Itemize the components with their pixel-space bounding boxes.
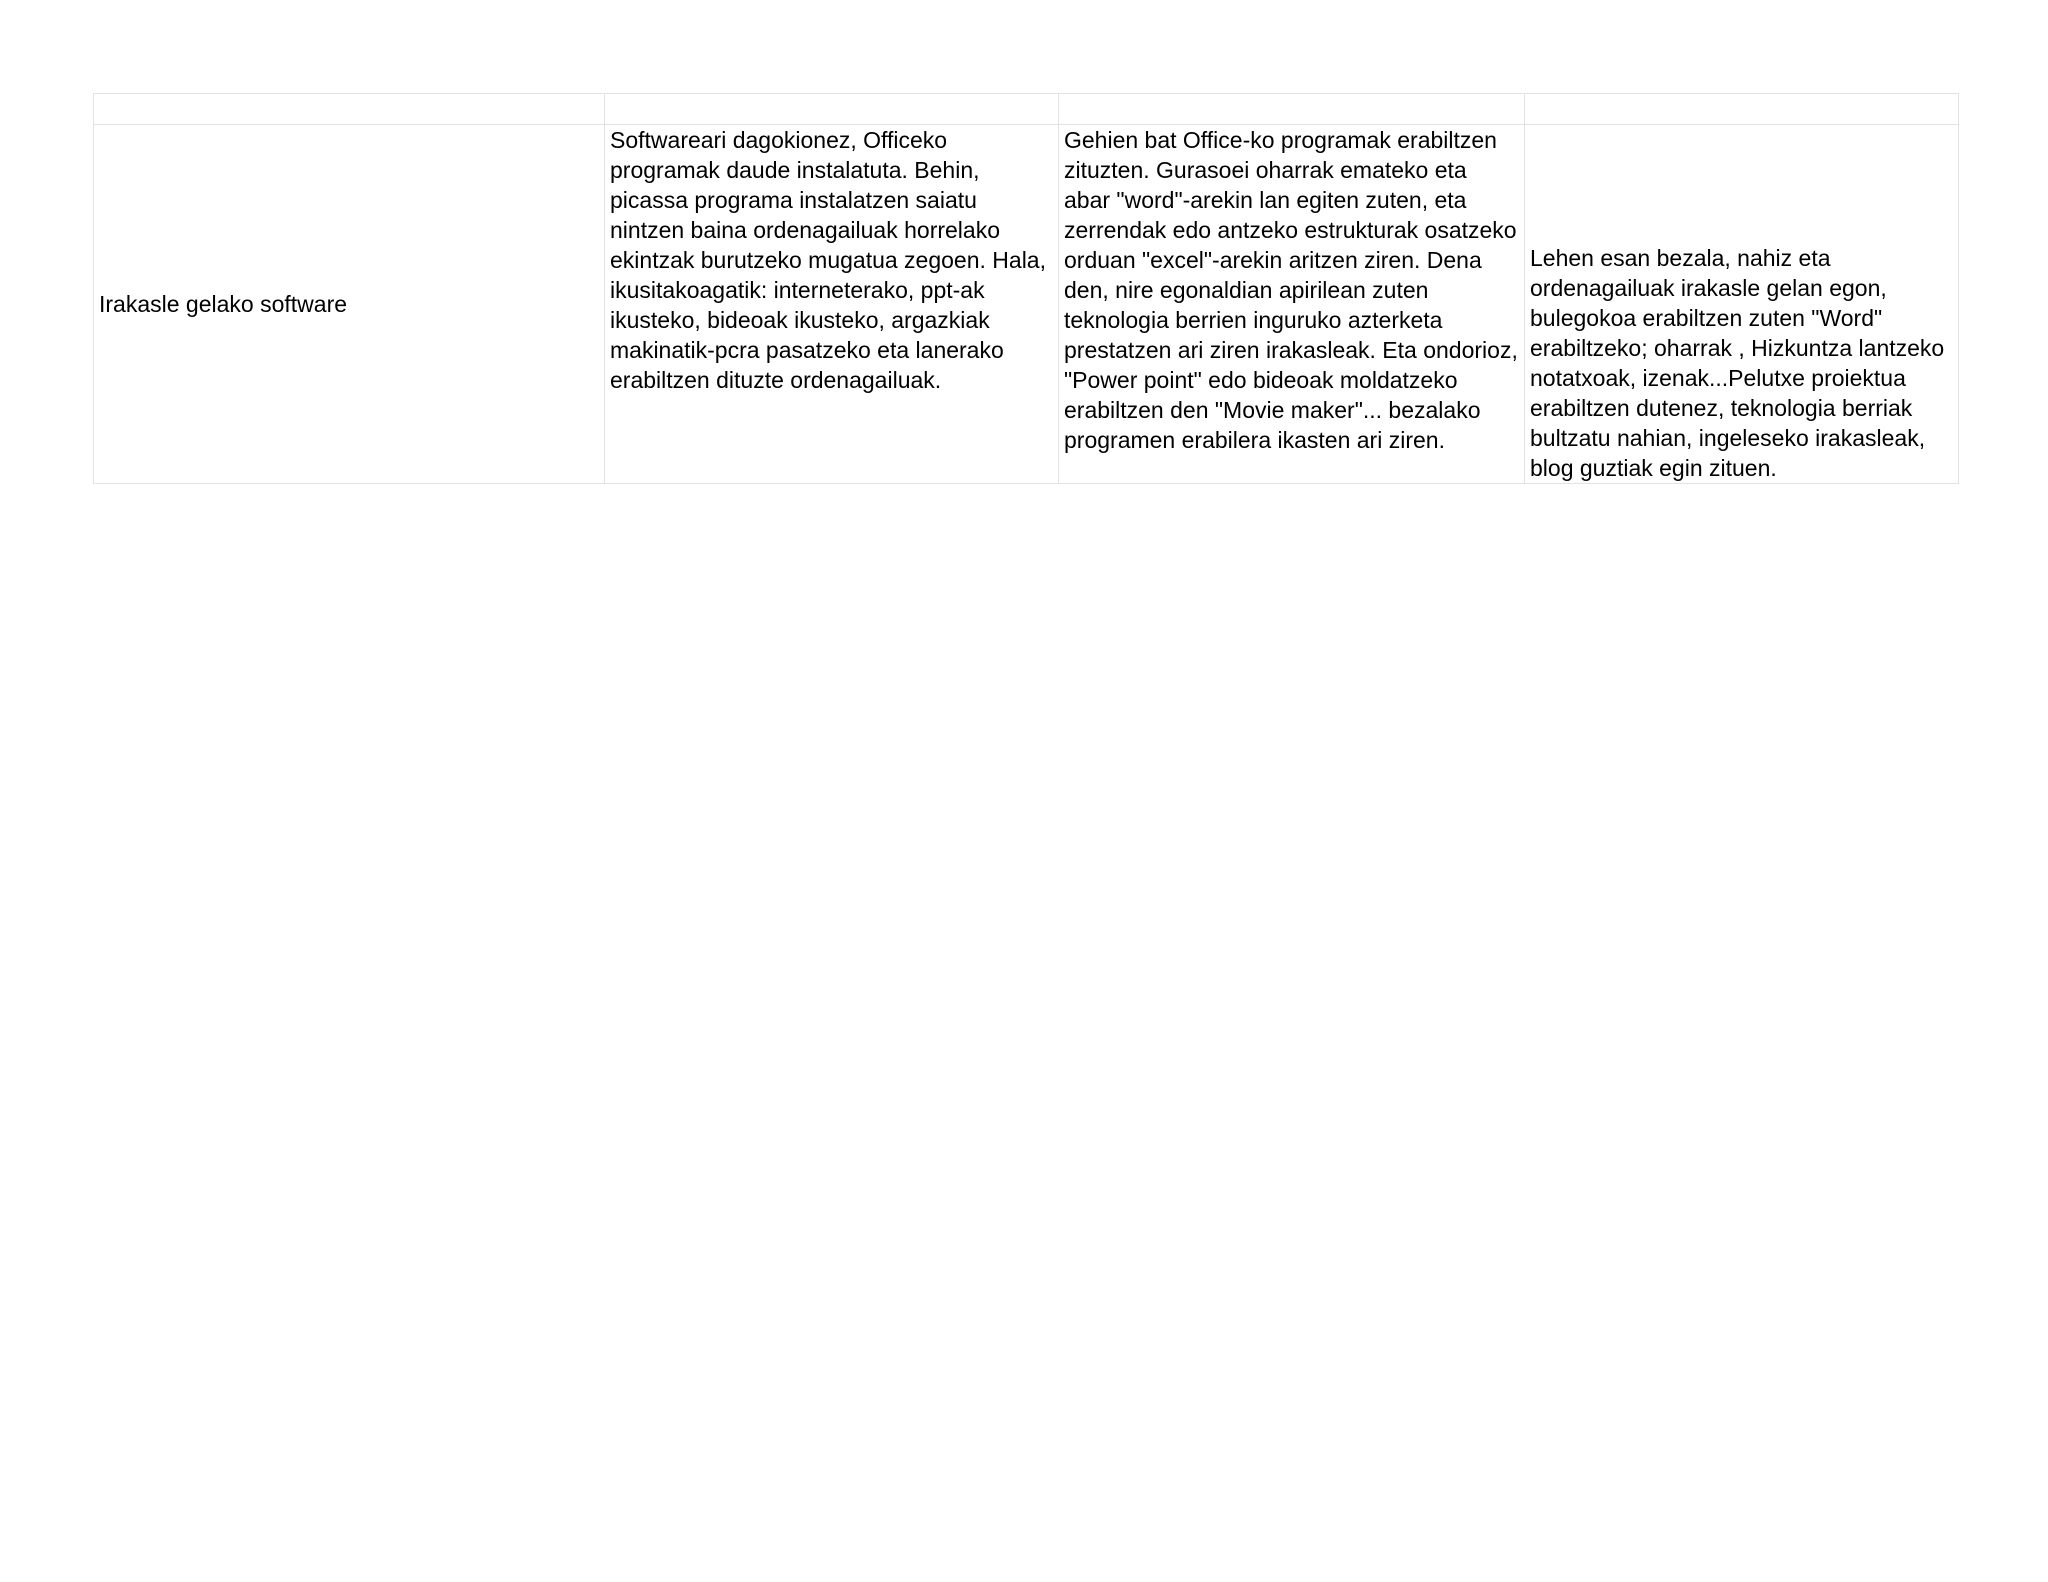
table-header-row xyxy=(94,94,1959,125)
header-cell xyxy=(1059,94,1525,125)
row-label-cell: Irakasle gelako software xyxy=(94,125,605,484)
data-table xyxy=(93,93,1959,484)
header-cell xyxy=(605,94,1059,125)
table-row xyxy=(94,125,1959,484)
header-cell xyxy=(1525,94,1959,125)
header-cell xyxy=(94,94,605,125)
table-cell: Softwareari dagokionez, Officeko programak daude instalatuta. Behin, picassa programa instalatzen saiatu nintzen baina ordenagailuak horrelako ekintzak burutzeko mugatua zegoen. Hala, ikusitakoagatik: interneterako, ppt-ak ikusteko, bideoak ikusteko, argazkiak makinatik-pcra pasatzeko eta lanerako erabiltzen dituzte ordenagailuak. xyxy=(605,125,1059,484)
table-cell: Lehen esan bezala, nahiz eta ordenagailuak irakasle gelan egon, bulegokoa erabiltzen zuten "Word" erabiltzeko; oharrak , Hizkuntza lantzeko notatxoak, izenak...Pelutxe proiektua erabiltzen dutenez, teknologia berriak bultzatu nahian, ingeleseko irakasleak, blog guztiak egin zituen. xyxy=(1525,125,1959,484)
table-cell: Gehien bat Office-ko programak erabiltzen zituzten. Gurasoei oharrak emateko eta abar "word"-arekin lan egiten zuten, eta zerrendak edo antzeko estrukturak osatzeko orduan "excel"-arekin aritzen ziren. Dena den, nire egonaldian apirilean zuten teknologia berrien inguruko azterketa prestatzen ari ziren irakasleak. Eta ondorioz, "Power point" edo bideoak moldatzeko erabiltzen den "Movie maker"... bezalako programen erabilera ikasten ari ziren. xyxy=(1059,125,1525,484)
